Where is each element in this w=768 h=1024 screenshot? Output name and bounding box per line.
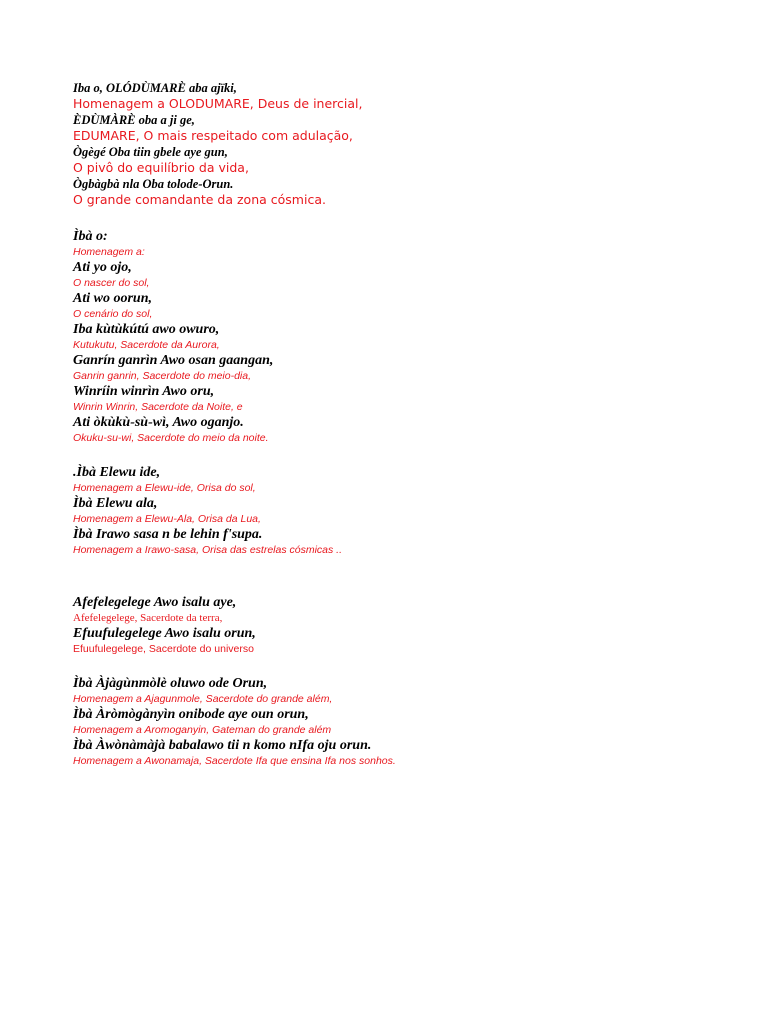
yoruba-line: Winríin winrìn Awo oru, — [73, 384, 215, 399]
yoruba-line: Efuufulegelege Awo isalu orun, — [73, 626, 256, 641]
yoruba-line: Ati wo oorun, — [73, 291, 152, 306]
translation-line: O cenário do sol, — [73, 308, 153, 320]
translation-line: Homenagem a OLODUMARE, Deus de inercial, — [73, 96, 363, 111]
opening-invocation-block — [73, 80, 733, 208]
afefelegelege-block — [73, 594, 733, 656]
yoruba-line: Ìbà Àròmògànyìn onibode aye oun orun, — [73, 707, 309, 722]
translation-line: Winrin Winrin, Sacerdote da Noite, e — [73, 401, 243, 413]
elewu-block — [73, 464, 733, 557]
translation-line: O nascer do sol, — [73, 277, 150, 289]
translation-line: Kutukutu, Sacerdote da Aurora, — [73, 339, 220, 351]
translation-line: EDUMARE, O mais respeitado com adulação, — [73, 128, 353, 143]
yoruba-line: Iba o, OLÓDÙMARÈ aba ajïki, — [73, 81, 237, 95]
yoruba-line: Ìbà Irawo sasa n be lehin f'supa. — [73, 527, 263, 542]
yoruba-line: Ògègé Oba tiin gbele aye gun, — [73, 145, 228, 159]
ajagunmole-block — [73, 675, 733, 768]
yoruba-line: ÈDÙMÀRÈ oba a ji ge, — [73, 113, 195, 127]
translation-line: Afefelegelege, Sacerdote da terra, — [73, 612, 223, 624]
yoruba-line: Ìbà o: — [73, 229, 108, 244]
yoruba-line: Ìbà Àjàgùnmòlè oluwo ode Orun, — [73, 676, 268, 691]
yoruba-line: Ìbà Àwònàmàjà babalawo tii n komo nIfa oju orun. — [73, 738, 372, 753]
document-body — [73, 80, 733, 768]
translation-line: Homenagem a Elewu-Ala, Orisa da Lua, — [73, 513, 261, 525]
yoruba-line: Ati yo ojo, — [73, 260, 132, 275]
translation-line: Homenagem a Awonamaja, Sacerdote Ifa que ensina Ifa nos sonhos. — [73, 755, 396, 767]
translation-line: Homenagem a Elewu-ide, Orisa do sol, — [73, 482, 256, 494]
translation-line: Okuku-su-wi, Sacerdote do meio da noite. — [73, 432, 269, 444]
yoruba-line: Afefelegelege Awo isalu aye, — [73, 595, 237, 610]
yoruba-line: Ati òkùkù-sù-wì, Awo oganjo. — [73, 415, 244, 430]
yoruba-line: Ìbà Elewu ala, — [73, 496, 158, 511]
translation-line: Homenagem a: — [73, 246, 145, 258]
translation-line: Homenagem a Irawo-sasa, Orisa das estrelas cósmicas .. — [73, 544, 343, 556]
translation-line: Homenagem a Aromoganyin, Gateman do grande além — [73, 724, 332, 736]
translation-line: O pivô do equilíbrio da vida, — [73, 160, 249, 175]
iba-o-block — [73, 228, 733, 445]
yoruba-line: Ògbàgbà nla Oba tolode-Orun. — [73, 177, 234, 191]
translation-line: Homenagem a Ajagunmole, Sacerdote do grande além, — [73, 693, 333, 705]
yoruba-line: .Ìbà Elewu ide, — [73, 465, 161, 480]
translation-line: Ganrin ganrin, Sacerdote do meio-dia, — [73, 370, 252, 382]
yoruba-line: Ganrín ganrìn Awo osan gaangan, — [73, 353, 274, 368]
translation-line: Efuufulegelege, Sacerdote do universo — [73, 643, 254, 655]
yoruba-line: Iba kùtùkútú awo owuro, — [73, 322, 220, 337]
translation-line: O grande comandante da zona cósmica. — [73, 192, 326, 207]
